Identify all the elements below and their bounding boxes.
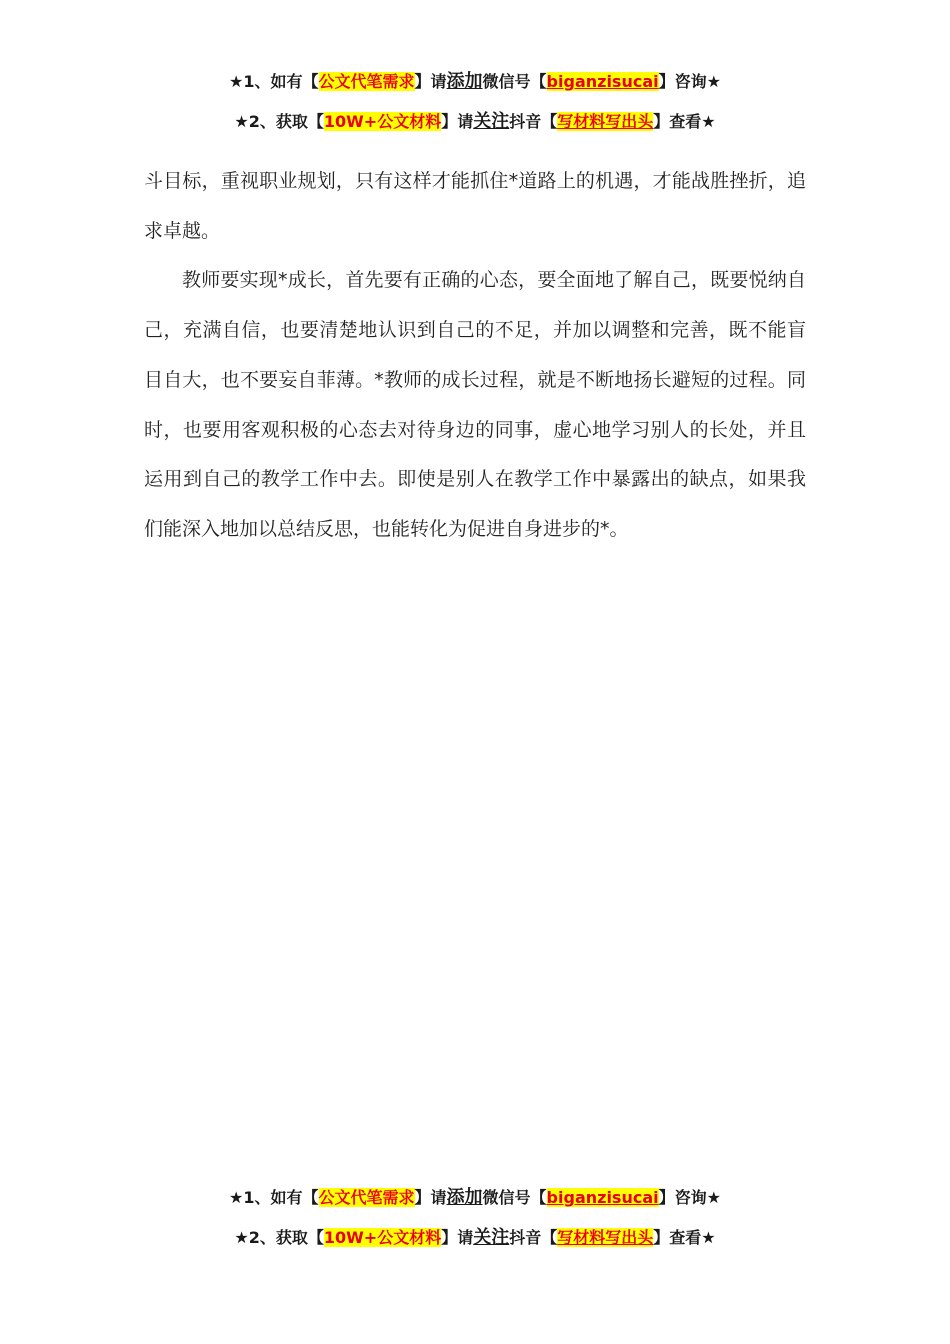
underline-add: 添加 <box>446 71 483 92</box>
banner-line-2 <box>0 106 950 146</box>
banner-text: 】查看★ <box>653 112 716 131</box>
highlight-materials: 10W+公文材料 <box>323 1228 442 1247</box>
banner-text: 】请 <box>414 72 447 91</box>
banner-text: ★2、获取【 <box>234 112 324 131</box>
banner-text: 】咨询★ <box>658 1188 721 1207</box>
paragraph: 教师要实现*成长，首先要有正确的心态，要全面地了解自己，既要悦纳自己，充满自信，也要清楚地认识到自己的不足，并加以调整和完善，既不能盲目自大，也不要妄自菲薄。*教师的成长过程，就是不断地扬长避短的过程。同时，也要用客观积极的心态去对待身边的同事，虚心地学习别人的长处，并且运用到自己的教学工作中去。即使是别人在教学工作中暴露出的缺点，如果我们能深入地加以总结反思，也能转化为促进自身进步的*。 <box>144 269 806 540</box>
banner-text: 微信号【 <box>482 72 547 91</box>
wechat-id: biganzisucai <box>546 72 659 91</box>
banner-text: 微信号【 <box>482 1188 547 1207</box>
footer-banner <box>0 1182 950 1262</box>
highlight-materials: 10W+公文材料 <box>323 112 442 131</box>
banner-text: 抖音【 <box>509 112 558 131</box>
underline-add: 添加 <box>446 1187 483 1208</box>
douyin-account: 写材料写出头 <box>557 112 654 131</box>
banner-text: 】请 <box>441 1228 474 1247</box>
douyin-account: 写材料写出头 <box>557 1228 654 1247</box>
banner-text: 】咨询★ <box>658 72 721 91</box>
document-body <box>144 157 806 555</box>
wechat-id: biganzisucai <box>546 1188 659 1207</box>
banner-text: ★1、如有【 <box>229 72 319 91</box>
underline-follow: 关注 <box>473 1227 510 1248</box>
banner-text: ★1、如有【 <box>229 1188 319 1207</box>
banner-line-2 <box>0 1222 950 1262</box>
header-banner <box>0 66 950 146</box>
banner-line-1 <box>0 66 950 106</box>
banner-text: 】请 <box>441 112 474 131</box>
banner-text: 】查看★ <box>653 1228 716 1247</box>
banner-text: 抖音【 <box>509 1228 558 1247</box>
banner-text: 】请 <box>414 1188 447 1207</box>
highlight-service: 公文代笔需求 <box>318 72 415 91</box>
banner-text: ★2、获取【 <box>234 1228 324 1247</box>
banner-line-1 <box>0 1182 950 1222</box>
highlight-service: 公文代笔需求 <box>318 1188 415 1207</box>
paragraph: 斗目标，重视职业规划，只有这样才能抓住*道路上的机遇，才能战胜挫折，追求卓越。 <box>144 170 806 242</box>
underline-follow: 关注 <box>473 111 510 132</box>
